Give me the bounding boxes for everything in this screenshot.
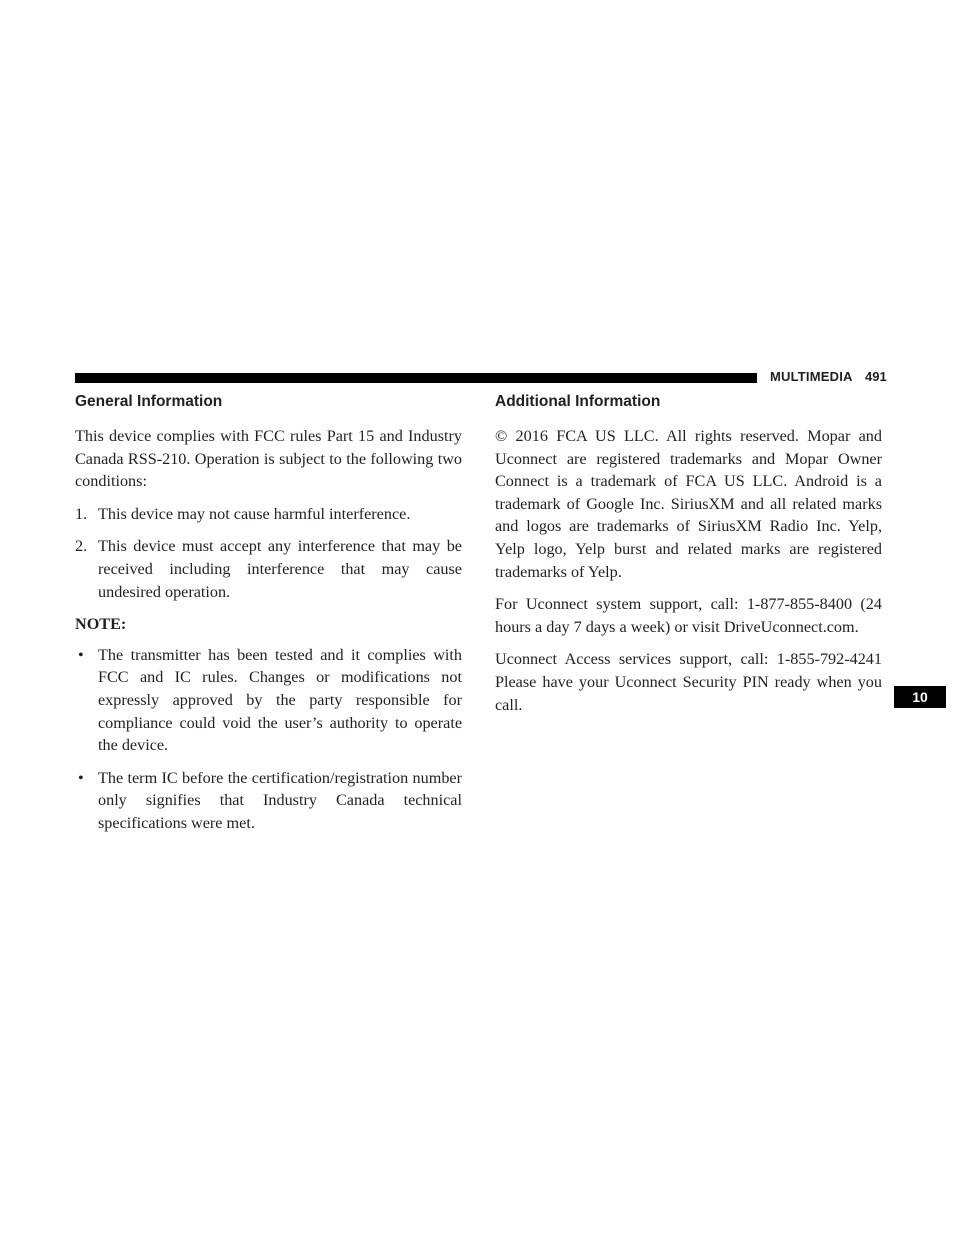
condition-number: 1. — [75, 504, 88, 523]
condition-number: 2. — [75, 537, 88, 556]
note-label: NOTE: — [75, 615, 127, 634]
page-number: 491 — [865, 369, 887, 384]
header-rule — [75, 373, 757, 383]
chapter-tab: 10 — [894, 686, 946, 708]
access-support-paragraph: Uconnect Access services support, call: 1-855-792-4241 Please have your Uconnect Security PIN ready when you call. — [495, 650, 882, 714]
section-title: MULTIMEDIA — [770, 369, 853, 384]
condition-item — [75, 503, 462, 526]
condition-text: This device must accept any interference that may be received including interference that may cause undesired operation. — [98, 537, 462, 601]
bullet-icon: • — [78, 645, 84, 664]
bullet-icon: • — [78, 768, 84, 787]
condition-item — [75, 535, 462, 603]
note-item — [75, 767, 462, 835]
condition-text: This device may not cause harmful interference. — [98, 504, 411, 523]
left-column — [75, 391, 462, 845]
note-item — [75, 644, 462, 757]
copyright-paragraph: © 2016 FCA US LLC. All rights reserved. Mopar and Uconnect are registered trademarks and Mopar Owner Connect is a trademark of FCA US LLC. Android is a trademark of Google Inc. SiriusXM and all related marks and logos are trademarks of SiriusXM Radio Inc. Yelp, Yelp logo, Yelp burst and related marks are registered trademarks of Yelp. — [495, 427, 882, 581]
additional-information-heading: Additional Information — [495, 393, 661, 410]
fcc-intro-paragraph: This device complies with FCC rules Part 15 and Industry Canada RSS-210. Operation is subject to the following two conditions: — [75, 427, 462, 491]
system-support-paragraph: For Uconnect system support, call: 1-877-855-8400 (24 hours a day 7 days a week) or visit DriveUconnect.com. — [495, 595, 882, 636]
right-column — [495, 391, 882, 726]
general-information-heading: General Information — [75, 393, 223, 410]
note-text: The transmitter has been tested and it complies with FCC and IC rules. Changes or modifications not expressly approved by the party responsible for compliance could void the user’s authority to operate the device. — [98, 645, 462, 755]
note-text: The term IC before the certification/registration number only signifies that Industry Canada technical specifications were met. — [98, 768, 462, 832]
